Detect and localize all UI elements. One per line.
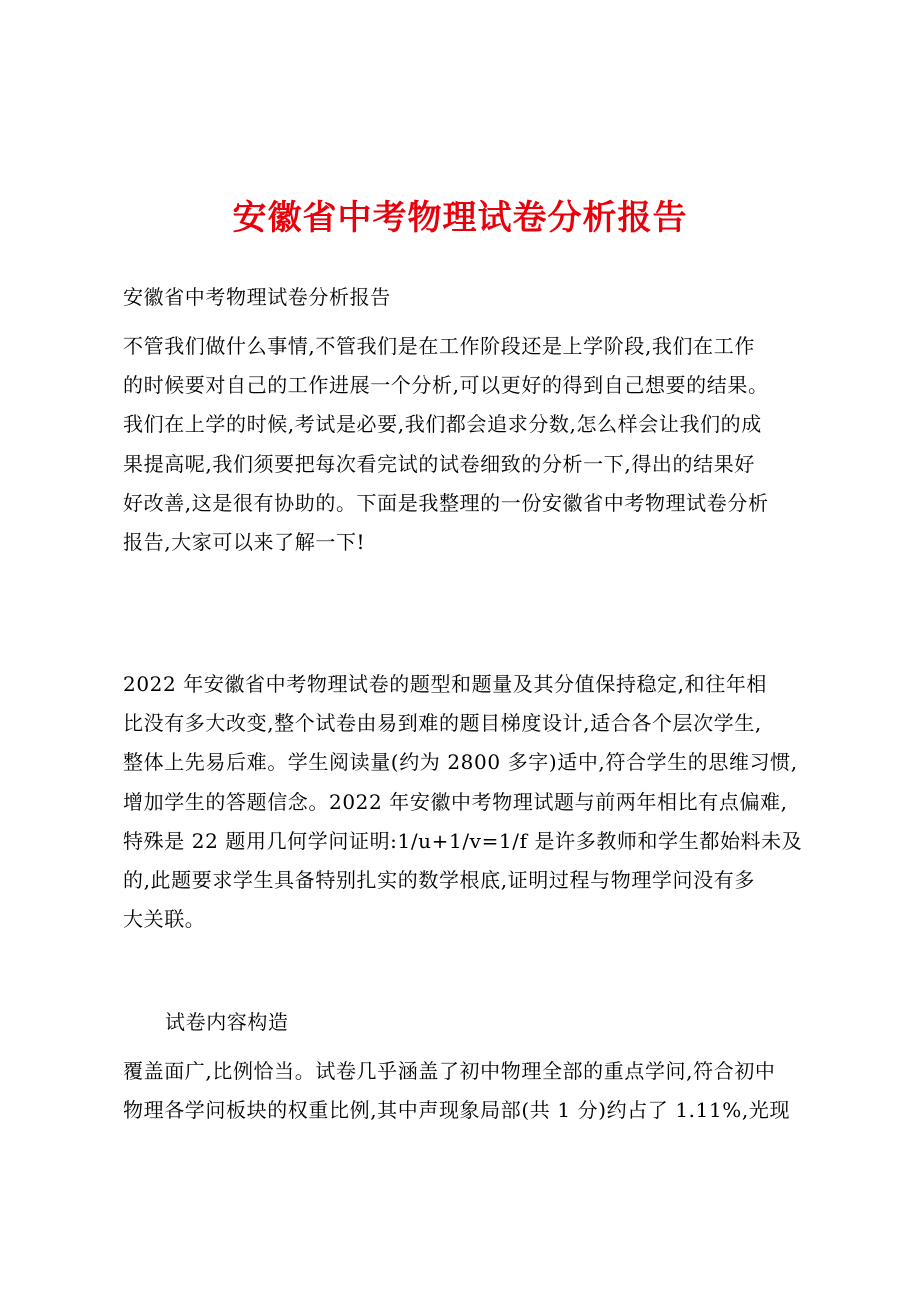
analysis-line: 增加学生的答题信念。2022 年安徽中考物理试题与前两年相比有点偏难, <box>123 789 788 814</box>
coverage-paragraph <box>123 1052 813 1130</box>
analysis-paragraph-2022 <box>123 665 813 939</box>
section-heading-text: 试卷内容构造 <box>165 1010 289 1034</box>
coverage-line: 覆盖面广,比例恰当。试卷几乎涵盖了初中物理全部的重点学问,符合初中 <box>123 1059 776 1083</box>
intro-line: 不管我们做什么事情,不管我们是在工作阶段还是上学阶段,我们在工作 <box>123 334 755 358</box>
intro-line: 好改善,这是很有协助的。下面是我整理的一份安徽省中考物理试卷分析 <box>123 490 769 515</box>
intro-line: 我们在上学的时候,考试是必要,我们都会追求分数,怎么样会让我们的成 <box>123 412 762 437</box>
document-subtitle <box>123 278 813 317</box>
analysis-line: 大关联。 <box>123 907 206 932</box>
intro-line: 果提高呢,我们须要把每次看完试的试卷细致的分析一下,得出的结果好 <box>123 451 755 476</box>
intro-line: 的时候要对自己的工作进展一个分析,可以更好的得到自己想要的结果。 <box>123 373 769 398</box>
intro-paragraph <box>123 327 813 562</box>
section-heading <box>165 1003 855 1042</box>
analysis-line: 比没有多大改变,整个试卷由易到难的题目梯度设计,适合各个层次学生, <box>123 711 762 736</box>
coverage-line: 物理各学问板块的权重比例,其中声现象局部(共 1 分)约占了 1.11%,光现 <box>123 1098 791 1123</box>
document-title: 安徽省中考物理试卷分析报告 <box>232 198 688 238</box>
analysis-line: 特殊是 22 题用几何学问证明:1/u+1/v=1/f 是许多教师和学生都始料未及 <box>123 828 803 853</box>
subtitle-line: 安徽省中考物理试卷分析报告 <box>123 285 391 309</box>
analysis-line: 2022 年安徽省中考物理试卷的题型和题量及其分值保持稳定,和往年相 <box>123 672 768 696</box>
analysis-line: 整体上先易后难。学生阅读量(约为 2800 多字)适中,符合学生的思维习惯, <box>123 750 798 775</box>
analysis-line: 的,此题要求学生具备特别扎实的数学根底,证明过程与物理学问没有多 <box>123 867 755 892</box>
intro-line: 报告,大家可以来了解一下! <box>123 529 366 554</box>
